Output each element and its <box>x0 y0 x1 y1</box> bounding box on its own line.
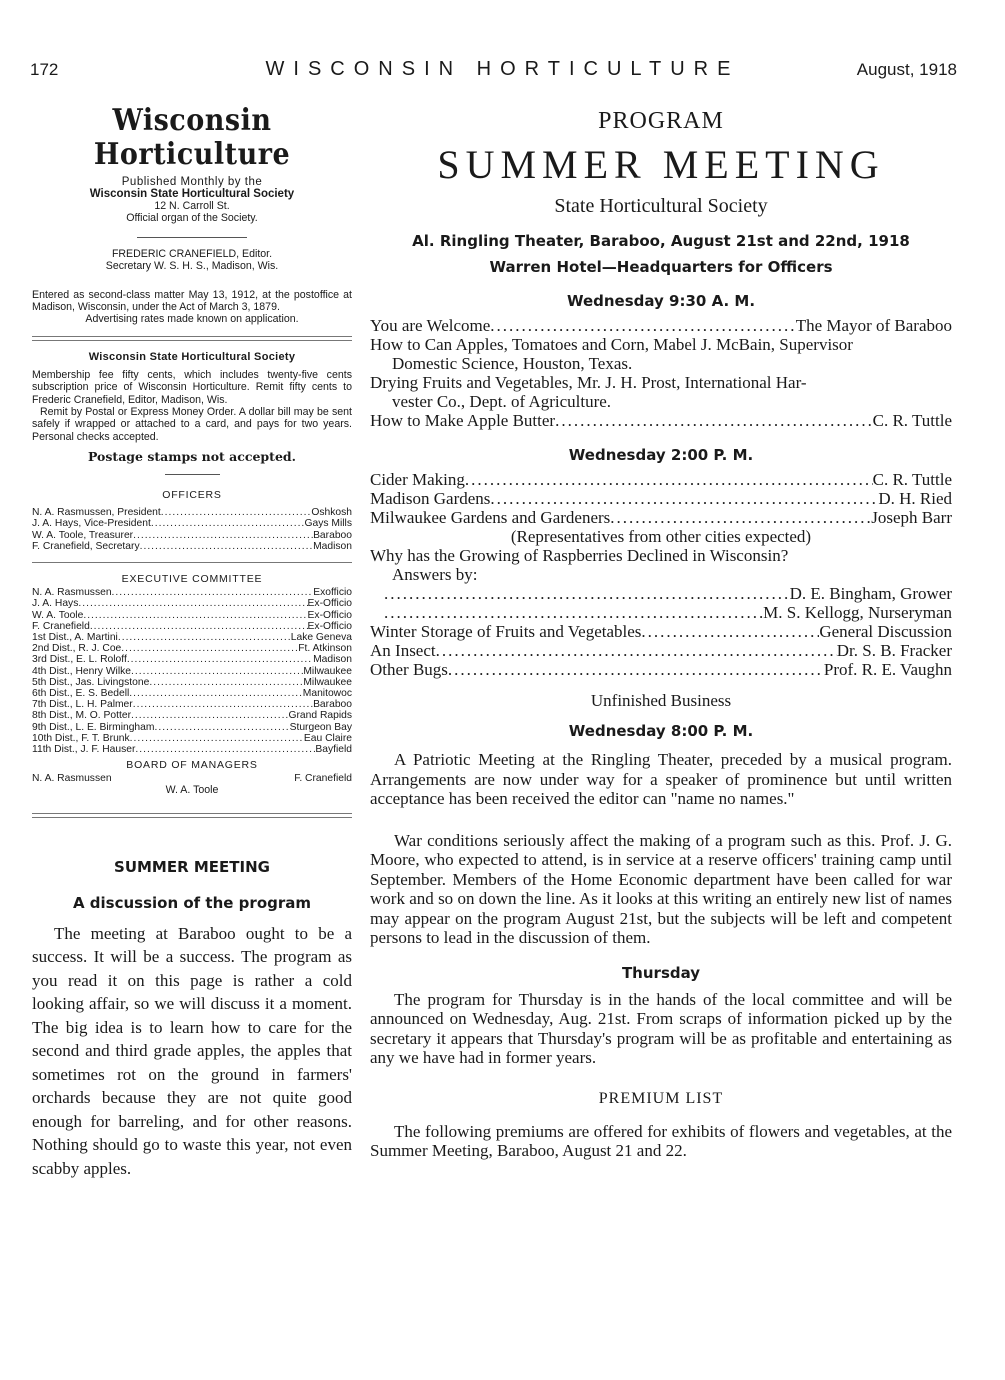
member-place: Eau Claire <box>303 732 352 744</box>
member-name: 6th Dist., E. S. Bedell <box>32 687 130 699</box>
page-number: 172 <box>30 60 59 79</box>
program-item <box>370 316 952 335</box>
member-place: Exofficio <box>313 587 352 599</box>
evening-paragraph: A Patriotic Meeting at the Ringling Theater, preceded by a musical program. Arrangements are now under way for a speaker of prominence but until written acceptance has been received the editor can "name no names." <box>370 750 952 808</box>
program-item <box>370 660 952 679</box>
member-place: Madison <box>313 654 352 666</box>
member-place: Grand Rapids <box>288 710 352 722</box>
committee-row <box>32 587 352 598</box>
topic: Milwaukee Gardens and Gardeners <box>370 508 611 527</box>
speaker: Dr. S. B. Fracker <box>836 641 952 660</box>
editor-secretary: Secretary W. S. H. S., Madison, Wis. <box>105 260 279 273</box>
member-name: 2nd Dist., R. J. Coe <box>32 643 122 655</box>
member-name: 9th Dist., L. E. Birmingham <box>32 721 155 733</box>
speaker: M. S. Kellogg, Nurseryman <box>763 603 952 622</box>
article-body: The meeting at Baraboo ought to be a success. It will be a success. The program as you read it on this page is rather a cold looking affair, so we will discuss it a moment. The big idea is to learn how to care for the second and third grade apples, the apples that sometimes rot on the ground in farmers' orchards because they are not quite good enough for barreling, and for other reasons. Nothing should go to waste this year, not even scabby apples. <box>32 923 352 1178</box>
member-place: Milwaukee <box>303 665 352 677</box>
committee-row <box>32 688 352 699</box>
editor-name: FREDERIC CRANEFIELD, Editor. <box>111 247 273 260</box>
member-place: Manitowoc <box>302 687 352 699</box>
committee-row <box>32 744 352 755</box>
member-place: Bayfield <box>315 743 352 755</box>
board-names <box>32 771 352 784</box>
morning-program <box>370 316 952 430</box>
member-name: 4th Dist., Henry Wilke <box>32 665 131 677</box>
thursday-heading: Thursday <box>621 963 701 982</box>
topic: Madison Gardens <box>370 489 491 508</box>
membership-heading: Wisconsin State Horticultural Society <box>88 350 296 363</box>
program-item: Drying Fruits and Vegetables, Mr. J. H. Prost, International Har- <box>370 373 807 392</box>
venue-line: Al. Ringling Theater, Baraboo, August 21st and 22nd, 1918 <box>412 232 910 250</box>
divider <box>32 562 352 563</box>
member-name: J. A. Hays <box>32 598 79 610</box>
topic: Other Bugs <box>370 660 448 679</box>
officer-place: Madison <box>313 540 352 552</box>
board-member-left: N. A. Rasmussen <box>32 773 112 785</box>
speaker: D. H. Ried <box>878 489 952 508</box>
topic: How to Make Apple Butter <box>370 411 556 430</box>
officer-name: W. A. Toole, Treasurer <box>32 529 134 541</box>
running-title: WISCONSIN HORTICULTURE <box>265 58 740 80</box>
afternoon-program <box>370 470 952 710</box>
premium-heading: PREMIUM LIST <box>598 1089 724 1107</box>
speaker: The Mayor of Baraboo <box>795 316 952 335</box>
officer-name: J. A. Hays, Vice-President <box>32 518 151 530</box>
program-item <box>370 622 952 641</box>
member-place: Sturgeon Bay <box>289 721 352 733</box>
committee-row <box>32 666 352 677</box>
program-item <box>370 641 952 660</box>
program-item-cont: vester Co., Dept. of Agriculture. <box>392 392 612 411</box>
speaker: Prof. R. E. Vaughn <box>823 660 952 679</box>
committee-row <box>32 733 352 744</box>
committee-row <box>32 643 352 654</box>
program-item: How to Can Apples, Tomatoes and Corn, Mabel J. McBain, Supervisor <box>370 335 853 354</box>
committee-row <box>32 699 352 710</box>
speaker: General Discussion <box>819 622 952 641</box>
member-name: F. Cranefield <box>32 620 90 632</box>
speaker: C. R. Tuttle <box>872 470 952 489</box>
left-column <box>32 103 352 1180</box>
speaker: C. R. Tuttle <box>872 411 952 430</box>
article-heading: SUMMER MEETING <box>114 857 270 876</box>
committee-row <box>32 710 352 721</box>
masthead-official: Official organ of the Society. <box>126 212 258 225</box>
unfinished-business: Unfinished Business <box>590 691 732 710</box>
officer-row <box>32 518 352 529</box>
war-paragraph: War conditions seriously affect the making of a program such as this. Prof. J. G. Moore, who expected to attend, is in service at a reserve officers' training camp until September. Members of the Home Economic department have been called for war work and so on down the line. As it looks at this writing an entirely new list of names may appear on the program August 21st, but the subjects will be left and competent persons to lead in the discussion of them. <box>370 830 952 947</box>
double-divider <box>32 336 352 341</box>
officer-row <box>32 530 352 541</box>
program-item <box>370 470 952 489</box>
session-heading: Wednesday 2:00 P. M. <box>568 446 754 464</box>
article-subheading: A discussion of the program <box>72 893 312 912</box>
committee-row <box>32 610 352 621</box>
postage-notice: Postage stamps not accepted. <box>87 449 296 465</box>
program-item <box>370 584 952 603</box>
program-label: PROGRAM <box>598 108 724 134</box>
member-place: Lake Geneva <box>290 631 352 643</box>
program-item <box>370 489 952 508</box>
session-heading: Wednesday 9:30 A. M. <box>566 292 756 310</box>
entry-notice: Entered as second-class matter May 13, 1912, at the postoffice at Madison, Wisconsin, under the Act of March 3, 1879. <box>32 288 352 314</box>
member-place: Ft. Atkinson <box>298 643 352 655</box>
committee-row <box>32 621 352 632</box>
member-name: 11th Dist., J. F. Hauser <box>32 743 136 755</box>
member-place: Baraboo <box>313 699 352 711</box>
board-member-center: W. A. Toole <box>165 784 219 797</box>
committee-row <box>32 677 352 688</box>
topic: Cider Making <box>370 470 465 489</box>
premium-paragraph: The following premiums are offered for exhibits of flowers and vegetables, at the Summer Meeting, Baraboo, August 21 and 22. <box>370 1121 952 1160</box>
member-name: 8th Dist., M. O. Potter <box>32 710 131 722</box>
speaker: D. E. Bingham, Grower <box>789 584 952 603</box>
divider <box>137 237 247 238</box>
double-divider <box>32 813 352 818</box>
society-line: State Horticultural Society <box>554 195 768 217</box>
officer-name: N. A. Rasmussen, President <box>32 507 161 519</box>
session-heading: Wednesday 8:00 P. M. <box>568 722 754 740</box>
officer-place: Oshkosh <box>311 507 352 519</box>
executive-list <box>32 587 352 755</box>
committee-row <box>32 722 352 733</box>
membership-text: Membership fee fifty cents, which includes twenty-five cents subscription price of Wisconsin Horticulture. Remit fifty cents to Frederic Cranefield, Editor, Madison, Wis. <box>32 368 352 406</box>
member-name: 1st Dist., A. Martini <box>32 631 118 643</box>
program-item: Why has the Growing of Raspberries Declined in Wisconsin? <box>370 546 789 565</box>
member-place: Milwaukee <box>303 676 352 688</box>
officer-place: Baraboo <box>313 529 352 541</box>
masthead-title: Wisconsin Horticulture <box>93 103 291 172</box>
committee-row <box>32 654 352 665</box>
topic: You are Welcome <box>370 316 491 335</box>
masthead-published: Published Monthly by the <box>121 176 263 188</box>
member-name: 5th Dist., Jas. Livingstone <box>32 676 150 688</box>
member-place: Ex-Officio <box>307 609 352 621</box>
masthead-address: 12 N. Carroll St. <box>154 200 230 212</box>
representatives-note: (Representatives from other cities expected) <box>510 527 812 546</box>
committee-row <box>32 632 352 643</box>
divider <box>165 474 220 475</box>
member-place: Ex-Officio <box>307 598 352 610</box>
member-name: 7th Dist., L. H. Palmer <box>32 699 133 711</box>
officers-list <box>32 507 352 552</box>
member-name: W. A. Toole <box>32 609 84 621</box>
hotel-line: Warren Hotel—Headquarters for Officers <box>489 258 833 276</box>
program-item <box>370 508 952 527</box>
officer-place: Gays Mills <box>304 518 352 530</box>
officer-row <box>32 507 352 518</box>
member-name: N. A. Rasmussen <box>32 587 112 599</box>
topic: Winter Storage of Fruits and Vegetables <box>370 622 642 641</box>
program-item-cont: Domestic Science, Houston, Texas. <box>392 354 633 373</box>
executive-heading: EXECUTIVE COMMITTEE <box>121 573 263 586</box>
member-place: Ex-Officio <box>307 620 352 632</box>
program-item <box>370 603 952 622</box>
advertising-note: Advertising rates made known on application. <box>85 313 299 326</box>
remit-text: Remit by Postal or Express Money Order. A dollar bill may be sent safely if wrapped or attached to a card, and pays for two years. Personal checks accepted. <box>32 406 352 443</box>
officers-heading: OFFICERS <box>162 489 222 502</box>
thursday-paragraph: The program for Thursday is in the hands of the local committee and will be announced on Wednesday, Aug. 21st. From scraps of information picked up by the secretary it appears that Thursday's program will be as profitable and entertaining as any we have had in former years. <box>370 989 952 1067</box>
member-name: 10th Dist., F. T. Brunk <box>32 732 130 744</box>
officer-name: F. Cranefield, Secretary <box>32 540 140 552</box>
issue-date: August, 1918 <box>856 60 957 79</box>
board-heading: BOARD OF MANAGERS <box>126 759 258 772</box>
speaker: Joseph Barr <box>871 508 952 527</box>
program-item <box>370 411 952 430</box>
answers-label: Answers by: <box>392 565 478 584</box>
board-member-right: F. Cranefield <box>294 773 352 785</box>
summer-meeting-title: SUMMER MEETING <box>437 142 885 187</box>
member-name: 3rd Dist., E. L. Roloff <box>32 654 127 666</box>
officer-row <box>32 541 352 552</box>
committee-row <box>32 598 352 609</box>
masthead-society: Wisconsin State Horticultural Society <box>89 188 295 200</box>
right-column <box>370 108 952 1161</box>
topic: An Insect <box>370 641 436 660</box>
